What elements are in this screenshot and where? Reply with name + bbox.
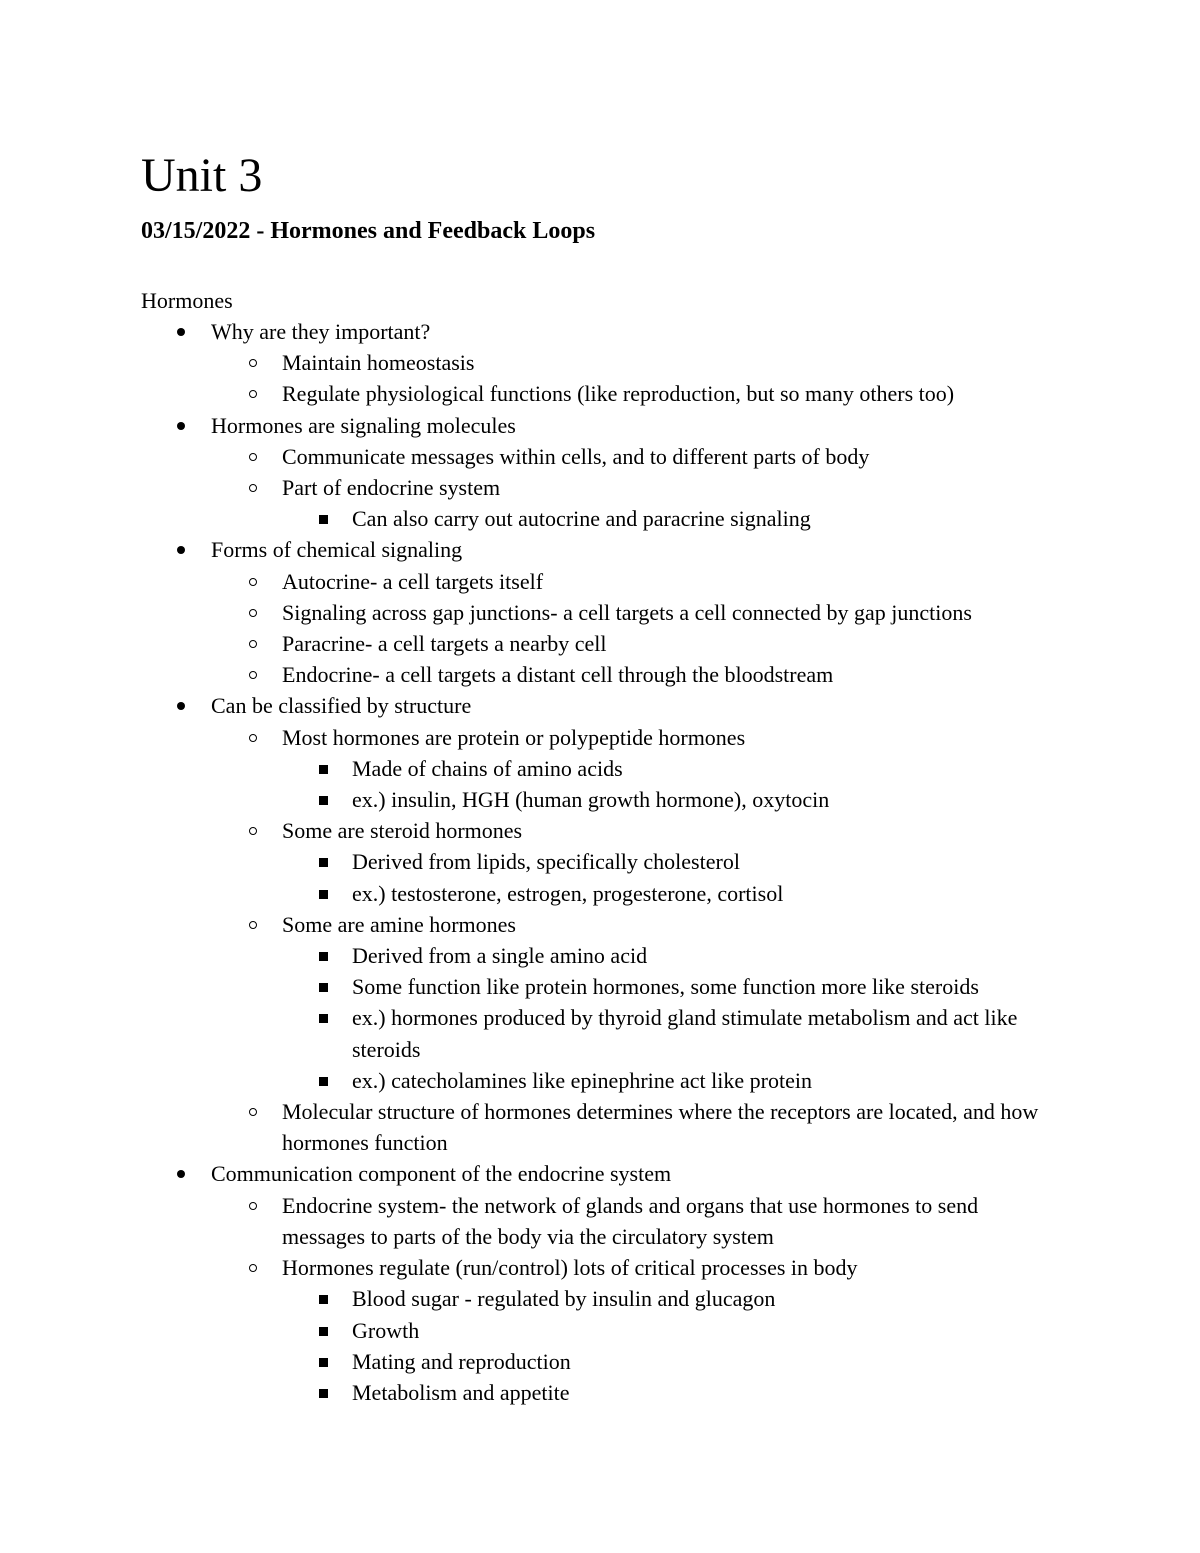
outline-item-text: Some are steroid hormones	[282, 818, 523, 844]
outline-item-level-2	[141, 597, 1062, 628]
section-label: Hormones	[141, 288, 233, 313]
circle-bullet-icon	[249, 734, 257, 742]
square-bullet-icon	[319, 983, 328, 992]
outline-item-text: ex.) catecholamines like epinephrine act like protein	[352, 1067, 812, 1093]
circle-bullet-icon	[249, 390, 257, 398]
outline-item-text: ex.) insulin, HGH (human growth hormone), oxytocin	[352, 787, 830, 813]
circle-bullet-icon	[249, 671, 257, 679]
disc-bullet-icon	[177, 546, 185, 554]
document-page	[141, 149, 1061, 1405]
outline-item-text: Signaling across gap junctions- a cell targets a cell connected by gap junctions	[282, 599, 972, 625]
outline-list	[141, 316, 1062, 1408]
outline-item-text: Growth	[352, 1317, 420, 1343]
outline-item-level-2	[141, 659, 1062, 690]
outline-item-level-3	[141, 1002, 1062, 1064]
circle-bullet-icon	[249, 578, 257, 586]
outline-item-level-2	[141, 815, 1062, 846]
disc-bullet-icon	[177, 1170, 185, 1178]
circle-bullet-icon	[249, 827, 257, 835]
square-bullet-icon	[319, 1014, 328, 1023]
outline-item-level-1	[141, 316, 1062, 347]
outline-item-text: ex.) hormones produced by thyroid gland stimulate metabolism and act like steroids	[352, 1005, 1018, 1062]
outline-item-level-1	[141, 410, 1062, 441]
circle-bullet-icon	[249, 359, 257, 367]
outline-item-level-3	[141, 1377, 1062, 1408]
outline-item-level-3	[141, 971, 1062, 1002]
disc-bullet-icon	[177, 328, 185, 336]
outline-item-level-3	[141, 503, 1062, 534]
circle-bullet-icon	[249, 640, 257, 648]
outline-item-level-3	[141, 846, 1062, 877]
outline-item-text: ex.) testosterone, estrogen, progesterone, cortisol	[352, 880, 784, 906]
outline-item-text: Can also carry out autocrine and paracrine signaling	[352, 506, 811, 532]
outline-item-level-3	[141, 940, 1062, 971]
outline-item-level-2	[141, 1096, 1062, 1158]
outline-item-level-2	[141, 441, 1062, 472]
circle-bullet-icon	[249, 609, 257, 617]
outline-item-level-3	[141, 1346, 1062, 1377]
circle-bullet-icon	[249, 484, 257, 492]
outline-item-text: Regulate physiological functions (like reproduction, but so many others too)	[282, 381, 955, 407]
outline-item-text: Communicate messages within cells, and to different parts of body	[282, 443, 870, 469]
outline-item-text: Why are they important?	[211, 319, 431, 344]
outline-item-text: Metabolism and appetite	[352, 1379, 570, 1405]
outline-item-level-2	[141, 378, 1062, 409]
outline-item-text: Most hormones are protein or polypeptide hormones	[282, 724, 746, 750]
square-bullet-icon	[319, 952, 328, 961]
outline-item-text: Some function like protein hormones, some function more like steroids	[352, 974, 979, 1000]
outline-item-level-3	[141, 1065, 1062, 1096]
square-bullet-icon	[319, 1327, 328, 1336]
circle-bullet-icon	[249, 921, 257, 929]
outline-item-text: Molecular structure of hormones determines where the receptors are located, and how hormones function	[282, 1099, 1039, 1156]
outline-item-text: Derived from lipids, specifically cholesterol	[352, 849, 740, 875]
outline-item-text: Paracrine- a cell targets a nearby cell	[282, 631, 607, 657]
outline-item-level-3	[141, 784, 1062, 815]
disc-bullet-icon	[177, 422, 185, 430]
page-title: Unit 3	[141, 149, 263, 202]
outline-item-level-2	[141, 722, 1062, 753]
outline-item-level-2	[141, 347, 1062, 378]
circle-bullet-icon	[249, 453, 257, 461]
square-bullet-icon	[319, 1077, 328, 1086]
outline-item-level-3	[141, 1283, 1062, 1314]
outline-item-text: Maintain homeostasis	[282, 350, 475, 376]
outline-item-level-3	[141, 1315, 1062, 1346]
outline-item-level-2	[141, 1252, 1062, 1283]
lecture-heading: 03/15/2022 - Hormones and Feedback Loops	[141, 218, 596, 244]
outline-item-level-3	[141, 753, 1062, 784]
outline-item-text: Endocrine- a cell targets a distant cell through the bloodstream	[282, 662, 834, 688]
outline-item-text: Derived from a single amino acid	[352, 943, 648, 969]
outline-item-text: Autocrine- a cell targets itself	[282, 568, 544, 594]
outline-item-text: Mating and reproduction	[352, 1348, 571, 1374]
square-bullet-icon	[319, 858, 328, 867]
square-bullet-icon	[319, 765, 328, 774]
outline-item-level-1	[141, 1158, 1062, 1189]
outline-item-level-1	[141, 534, 1062, 565]
circle-bullet-icon	[249, 1202, 257, 1210]
outline-item-text: Hormones regulate (run/control) lots of critical processes in body	[282, 1255, 858, 1281]
square-bullet-icon	[319, 515, 328, 524]
square-bullet-icon	[319, 890, 328, 899]
outline-item-text: Forms of chemical signaling	[211, 537, 463, 563]
outline-item-text: Hormones are signaling molecules	[211, 412, 516, 438]
outline-item-level-2	[141, 472, 1062, 503]
outline-item-text: Made of chains of amino acids	[352, 755, 623, 781]
outline-item-level-2	[141, 909, 1062, 940]
disc-bullet-icon	[177, 702, 185, 710]
outline-item-level-2	[141, 628, 1062, 659]
outline-item-text: Some are amine hormones	[282, 911, 516, 937]
outline-item-text: Communication component of the endocrine system	[211, 1161, 672, 1187]
outline-item-text: Endocrine system- the network of glands and organs that use hormones to send messages to parts of the body via the circulatory system	[282, 1192, 979, 1249]
outline-item-level-3	[141, 878, 1062, 909]
outline-item-level-1	[141, 690, 1062, 721]
outline-item-text: Blood sugar - regulated by insulin and glucagon	[352, 1286, 776, 1312]
outline-item-level-2	[141, 1190, 1062, 1252]
square-bullet-icon	[319, 1389, 328, 1398]
outline-item-text: Part of endocrine system	[282, 475, 501, 501]
outline-item-text: Can be classified by structure	[211, 693, 472, 719]
circle-bullet-icon	[249, 1108, 257, 1116]
square-bullet-icon	[319, 796, 328, 805]
outline-item-level-2	[141, 566, 1062, 597]
square-bullet-icon	[319, 1358, 328, 1367]
circle-bullet-icon	[249, 1264, 257, 1272]
square-bullet-icon	[319, 1295, 328, 1304]
hormones-section	[141, 285, 1062, 1408]
